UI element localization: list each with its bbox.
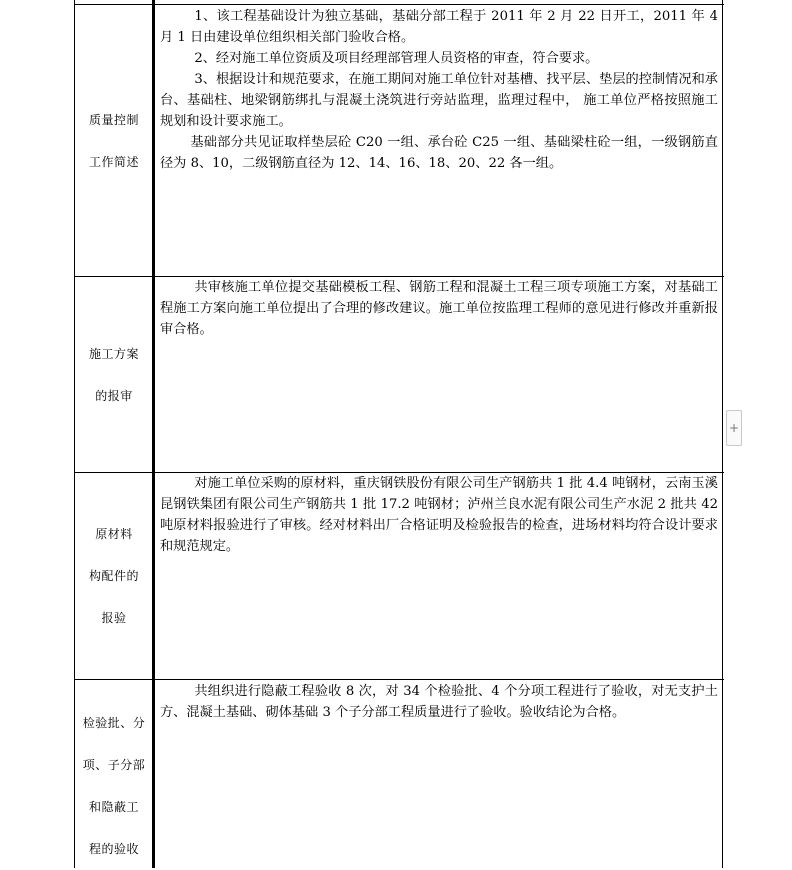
row-label-quality-control xyxy=(75,5,153,276)
row-label-line: 程的验收 xyxy=(88,842,139,856)
row-label-line: 检验批、分 xyxy=(82,716,146,730)
add-row-button[interactable] xyxy=(726,410,742,446)
row-label-line: 原材料 xyxy=(95,527,133,541)
table-row-divider xyxy=(74,679,724,680)
paragraph: 1、该工程基础设计为独立基础，基础分部工程于 2011 年 2 月 22 日开工，2011 年 4 月 1 日由建设单位组织相关部门验收合格。 xyxy=(160,9,718,45)
row-label-line: 报验 xyxy=(101,611,127,625)
row-label-line: 项、子分部 xyxy=(82,758,146,772)
table-row-divider xyxy=(74,4,724,5)
paragraph: 3、根据设计和规范要求，在施工期间对施工单位针对基槽、找平层、垫层的控制情况和承台、基础柱、地梁钢筋绑扎与混凝土浇筑进行旁站监理，监理过程中， 施工单位严格按照施工规划和设计要求施工。 xyxy=(160,72,718,129)
row-label-line: 和隐蔽工 xyxy=(88,800,139,814)
row-content-construction-plan xyxy=(160,277,718,340)
paragraph: 2、经对施工单位资质及项目经理部管理人员资格的审查，符合要求。 xyxy=(194,51,599,66)
paragraph: 基础部分共见证取样垫层砼 C20 一组、承台砼 C25 一组、基础梁柱砼一组，一级钢筋直径为 8、10，二级钢筋直径为 12、14、16、18、20、22 各一组。 xyxy=(160,135,718,171)
row-label-line: 工作简述 xyxy=(88,154,139,169)
row-content-inspection xyxy=(160,681,718,723)
paragraph: 共审核施工单位提交基础模板工程、钢筋工程和混凝土工程三项专项施工方案，对基础工程施工方案向施工单位提出了合理的修改建议。施工单位按监理工程师的意见进行修改并重新报审合格。 xyxy=(160,280,718,337)
row-content-materials xyxy=(160,473,718,557)
row-label-inspection xyxy=(75,680,153,868)
row-label-line: 构配件的 xyxy=(88,569,139,583)
row-label-line: 质量控制 xyxy=(88,112,139,127)
row-content-quality-control xyxy=(160,6,718,174)
row-label-line: 的报审 xyxy=(95,388,133,403)
plus-icon: + xyxy=(728,421,740,435)
row-label-line: 施工方案 xyxy=(88,346,139,361)
row-label-materials xyxy=(75,473,153,679)
row-label-construction-plan xyxy=(75,277,153,472)
table-border-right xyxy=(722,0,723,868)
paragraph: 共组织进行隐蔽工程验收 8 次，对 34 个检验批、4 个分项工程进行了验收，对无支护土方、混凝土基础、砌体基础 3 个子分部工程质量进行了验收。验收结论为合格。 xyxy=(160,684,718,720)
paragraph: 对施工单位采购的原材料，重庆钢铁股份有限公司生产钢筋共 1 批 4.4 吨钢材，云南玉溪昆钢铁集团有限公司生产钢筋共 1 批 17.2 吨钢材；泸州兰良水泥有限公司生产水泥 2 批共 42 吨原材料报验进行了审核。经对材料出厂合格证明及检验报告的检查，进场材料均符合设计要求和规范规定。 xyxy=(160,476,718,554)
